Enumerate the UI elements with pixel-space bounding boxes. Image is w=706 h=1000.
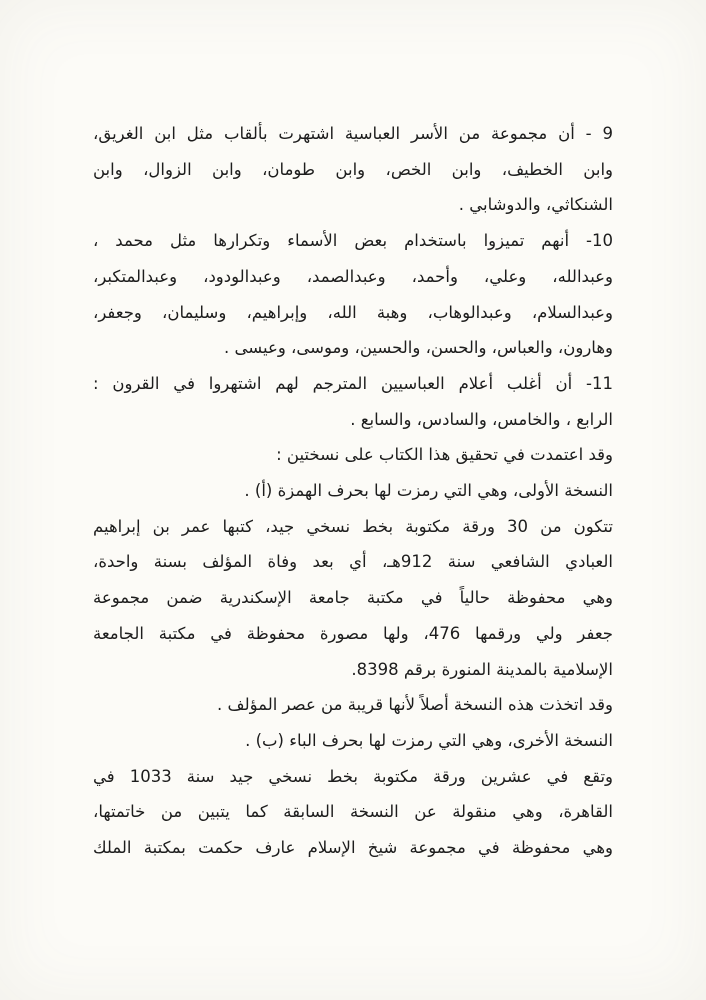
text-line: وهارون، والعباس، والحسن، والحسين، وموسى، وعيسى . <box>224 338 613 358</box>
text-line: وهي محفوظة حالياً في مكتبة جامعة الإسكندرية ضمن مجموعة <box>93 588 613 608</box>
text-line: النسخة الأخرى، وهي التي رمزت لها بحرف الباء (ب) . <box>245 730 613 750</box>
text-line: الرابع ، والخامس، والسادس، والسابع . <box>350 409 613 429</box>
text-line: وقد اتخذت هذه النسخة أصلاً لأنها قريبة من عصر المؤلف . <box>217 695 613 715</box>
text-line: وهي محفوظة في مجموعة شيخ الإسلام عارف حكمت بمكتبة الملك <box>93 838 613 858</box>
text-line: الشنكاثي، والدوشابي . <box>458 195 613 215</box>
text-line: وعبدالسلام، وعبدالوهاب، وهبة الله، وإبراهيم، وسليمان، وجعفر، <box>93 302 613 322</box>
text-line: وقد اعتمدت في تحقيق هذا الكتاب على نسختين : <box>276 445 613 465</box>
text-line: جعفر ولي ورقمها 476، ولها مصورة محفوظة في مكتبة الجامعة <box>93 623 613 643</box>
text-line: 11- أن أغلب أعلام العباسيين المترجم لهم اشتهروا في القرون : <box>93 373 613 393</box>
text-line: الإسلامية بالمدينة المنورة برقم 8398. <box>351 659 613 679</box>
text-line: وتقع في عشرين ورقة مكتوبة بخط نسخي جيد سنة 1033 في <box>93 766 613 786</box>
text-line: تتكون من 30 ورقة مكتوبة بخط نسخي جيد، كتبها عمر بن إبراهيم <box>93 516 613 536</box>
text-line: وابن الخطيف، وابن الخص، وابن طومان، وابن الزوال، وابن <box>93 159 613 179</box>
text-line: وعبدالله، وعلي، وأحمد، وعبدالصمد، وعبدالودود، وعبدالمتكبر، <box>93 266 613 286</box>
text-line: 10- أنهم تميزوا باستخدام بعض الأسماء وتكرارها مثل محمد ، <box>93 231 613 251</box>
text-line: النسخة الأولى، وهي التي رمزت لها بحرف الهمزة (أ) . <box>244 481 613 501</box>
arabic-text-block <box>93 116 613 866</box>
text-line: القاهرة، وهي منقولة عن النسخة السابقة كما يتبين من خاتمتها، <box>93 802 613 822</box>
text-line: العبادي الشافعي سنة 912هـ، أي بعد وفاة المؤلف بسنة واحدة، <box>93 552 614 572</box>
text-line: 9 - أن مجموعة من الأسر العباسية اشتهرت بألقاب مثل ابن الغريق، <box>93 124 613 143</box>
